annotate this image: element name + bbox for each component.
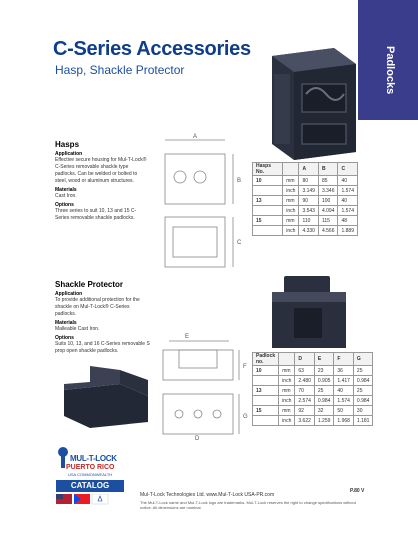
table-cell: 110 — [299, 216, 319, 226]
table-cell: 25 — [353, 366, 373, 376]
shackle-protector-photo — [60, 362, 152, 430]
table-cell: inch — [279, 396, 295, 406]
table-row — [253, 226, 358, 236]
table-cell: 10 — [253, 176, 283, 186]
table-cell: 3.622 — [295, 416, 315, 426]
hasps-options-text: Three series to suit 10, 13 and 15 C-Series removable shackle padlocks. — [55, 208, 137, 221]
shackle-options-label: Options — [55, 335, 74, 341]
table-cell: 1.574 — [338, 186, 358, 196]
header-cell: G — [353, 353, 373, 366]
table-cell: inch — [283, 186, 299, 196]
hasps-materials-label: Materials — [55, 187, 77, 193]
table-row — [253, 386, 373, 396]
table-row — [253, 396, 373, 406]
table-cell: 1.417 — [334, 376, 354, 386]
table-cell: 36 — [334, 366, 354, 376]
flags-icon — [56, 494, 124, 506]
table-cell: 40 — [334, 386, 354, 396]
table-cell: 3.543 — [299, 206, 319, 216]
side-tab — [358, 0, 418, 120]
shackle-spec-table — [252, 352, 373, 426]
table-cell: 70 — [295, 386, 315, 396]
table-cell: 40 — [338, 176, 358, 186]
table-row — [253, 416, 373, 426]
side-tab-label: Padlocks — [384, 46, 396, 95]
table-cell: 63 — [295, 366, 315, 376]
shackle-dim-d: D — [195, 436, 200, 442]
table-cell: 4.094 — [318, 206, 338, 216]
table-cell: 0.905 — [314, 376, 334, 386]
table-row — [253, 376, 373, 386]
hasps-application-label: Application — [55, 151, 83, 157]
brand-region: PUERTO RICO — [66, 464, 115, 471]
table-cell: 30 — [353, 406, 373, 416]
shackle-heading: Shackle Protector — [55, 280, 124, 289]
table-cell — [253, 226, 283, 236]
shackle-application-label: Application — [55, 291, 83, 297]
header-cell — [283, 163, 299, 176]
header-cell: C — [338, 163, 358, 176]
table-row — [253, 366, 373, 376]
table-cell: mm — [279, 386, 295, 396]
table-cell: 4.330 — [299, 226, 319, 236]
shackle-dim-f: F — [243, 364, 247, 370]
table-cell: 1.574 — [338, 206, 358, 216]
table-row — [253, 216, 358, 226]
table-cell: mm — [283, 196, 299, 206]
hasp-dim-b: B — [237, 178, 242, 184]
table-cell: 25 — [353, 386, 373, 396]
table-cell: 3.149 — [299, 186, 319, 196]
table-cell: 115 — [318, 216, 338, 226]
table-cell: 90 — [299, 196, 319, 206]
header-cell: E — [314, 353, 334, 366]
shackle-dim-e: E — [185, 334, 190, 340]
header-cell: F — [334, 353, 354, 366]
table-cell: 2.480 — [295, 376, 315, 386]
table-cell: 25 — [314, 386, 334, 396]
page-number: P.80 V — [350, 488, 365, 494]
table-row — [253, 206, 358, 216]
shackle-application-text: To provide additional protection for the shackle on Mul-T-Lock® C-Series padlocks. — [55, 297, 140, 317]
table-cell: 92 — [295, 406, 315, 416]
table-cell: 15 — [253, 216, 283, 226]
header-cell: Hasps No. — [253, 163, 283, 176]
table-cell: 40 — [338, 196, 358, 206]
table-cell: 0.984 — [353, 396, 373, 406]
table-row — [253, 406, 373, 416]
shackle-materials-text: Malleable Cast Iron. — [55, 326, 100, 332]
table-cell: 0.984 — [314, 396, 334, 406]
table-cell — [253, 206, 283, 216]
hasp-drawing — [155, 132, 253, 280]
shackle-photo — [264, 272, 358, 352]
hasps-heading: Hasps — [55, 140, 80, 149]
table-cell: inch — [279, 376, 295, 386]
shackle-description — [55, 291, 150, 355]
table-row — [253, 186, 358, 196]
table-cell: 32 — [314, 406, 334, 416]
table-cell: 4.566 — [318, 226, 338, 236]
hasps-description — [55, 151, 150, 222]
table-cell: inch — [279, 416, 295, 426]
shackle-materials-label: Materials — [55, 320, 77, 326]
header-cell: Padlock no. — [253, 353, 279, 366]
header-cell — [279, 353, 295, 366]
brand-tagline: USA COMMONWEALTH — [68, 472, 113, 477]
header-cell: D — [295, 353, 315, 366]
shackle-drawing — [155, 332, 255, 442]
table-header-row — [253, 353, 373, 366]
footer-contact: Mul-T-Lock Technologies Ltd. www.Mul-T-Lock USA-PR.com — [140, 492, 275, 498]
table-cell — [253, 396, 279, 406]
table-cell: 2.574 — [295, 396, 315, 406]
hasp-photo — [264, 44, 360, 162]
table-cell: 10 — [253, 366, 279, 376]
page-subtitle: Hasp, Shackle Protector — [55, 63, 185, 77]
table-cell: 48 — [338, 216, 358, 226]
table-cell: 13 — [253, 196, 283, 206]
table-cell: mm — [283, 216, 299, 226]
table-cell: mm — [279, 406, 295, 416]
table-cell: 15 — [253, 406, 279, 416]
table-cell: inch — [283, 226, 299, 236]
table-row — [253, 196, 358, 206]
hasp-dim-c: C — [237, 240, 242, 246]
table-row — [253, 176, 358, 186]
table-cell: 1.259 — [314, 416, 334, 426]
table-cell: 1.574 — [334, 396, 354, 406]
table-cell: 1.181 — [353, 416, 373, 426]
hasp-dim-a: A — [193, 134, 198, 140]
table-cell: 3.346 — [318, 186, 338, 196]
table-cell: inch — [283, 206, 299, 216]
table-cell — [253, 186, 283, 196]
table-cell — [253, 376, 279, 386]
table-header-row — [253, 163, 358, 176]
hasps-spec-table — [252, 162, 358, 236]
table-cell: 1.968 — [334, 416, 354, 426]
table-cell: 85 — [318, 176, 338, 186]
table-cell: mm — [279, 366, 295, 376]
catalog-badge: CATALOG — [56, 480, 124, 492]
footer-disclaimer: The Mul-T-Lock name and Mul-T-Lock logo are trademarks. Mul-T-Lock reserves the right to change specifications without notice. All dimensions are nominal. — [140, 500, 356, 510]
table-cell — [253, 416, 279, 426]
shackle-options-text: Suits 10, 13, and 16 C-Series removable S prop open shackle padlocks. — [55, 341, 150, 354]
brand-logo: MUL-T-LOCK — [70, 454, 117, 463]
table-cell: 23 — [314, 366, 334, 376]
table-cell: 0.984 — [353, 376, 373, 386]
table-cell: 1.889 — [338, 226, 358, 236]
hasps-options-label: Options — [55, 202, 74, 208]
table-cell: 100 — [318, 196, 338, 206]
shackle-dim-g: G — [243, 414, 248, 420]
table-cell: mm — [283, 176, 299, 186]
table-cell: 13 — [253, 386, 279, 396]
hasps-materials-text: Cast Iron. — [55, 193, 77, 199]
table-cell: 80 — [299, 176, 319, 186]
hasps-application-text: Effective secure housing for Mul-T-Lock® C-Series removable shackle type padlocks. Can be welded or bolted to steel, wood or aluminum structures. — [55, 157, 147, 184]
page-title: C-Series Accessories — [53, 38, 251, 60]
table-cell: 50 — [334, 406, 354, 416]
header-cell: A — [299, 163, 319, 176]
header-cell: B — [318, 163, 338, 176]
